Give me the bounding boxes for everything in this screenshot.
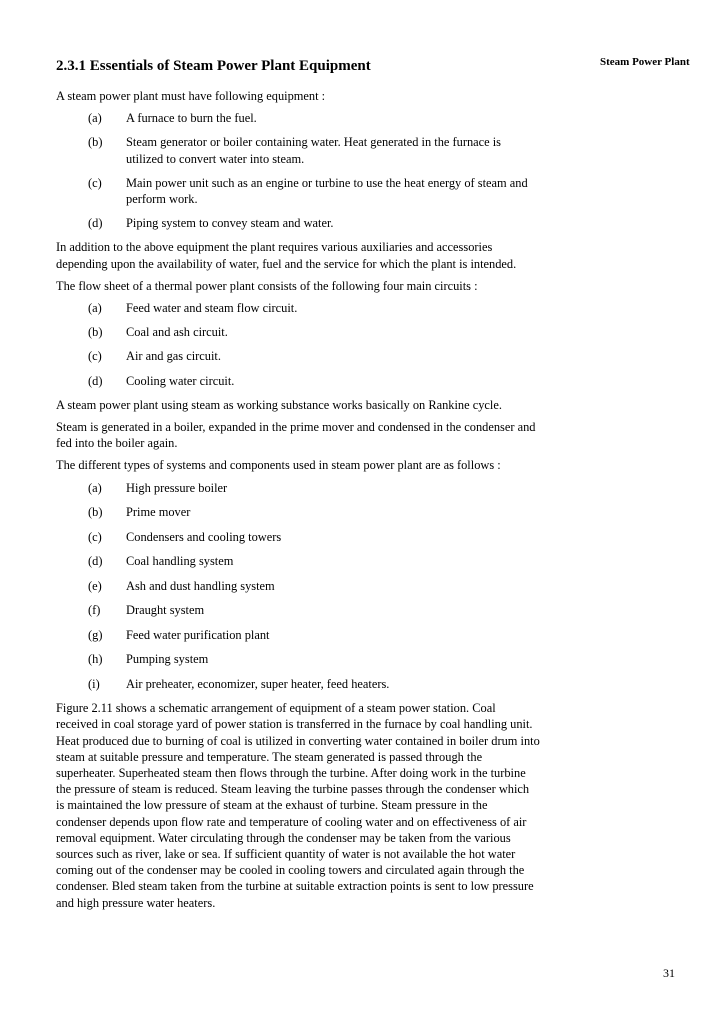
list-item-text: High pressure boiler bbox=[126, 480, 228, 495]
list-item bbox=[56, 215, 540, 231]
rankine-paragraph: A steam power plant using steam as working substance works basically on Rankine cycle. bbox=[56, 397, 502, 412]
list-item bbox=[56, 348, 540, 364]
section-title: 2.3.1 Essentials of Steam Power Plant Equipment bbox=[56, 58, 371, 74]
list-item bbox=[56, 602, 540, 618]
list-item-label: (i) bbox=[88, 676, 100, 691]
list-item-label: (f) bbox=[88, 603, 101, 618]
list-item-label: (a) bbox=[88, 111, 102, 126]
list-item bbox=[56, 553, 540, 569]
list-item bbox=[56, 480, 540, 496]
list-item-text: Air preheater, economizer, super heater, feed heaters. bbox=[126, 676, 390, 691]
list-item-label: (e) bbox=[88, 578, 102, 593]
list-item-text: Piping system to convey steam and water. bbox=[126, 216, 334, 231]
steam-paragraph: Steam is generated in a boiler, expanded in the prime mover and condensed in the condenser and fed into the boiler again. bbox=[56, 420, 536, 451]
list-item-text: Coal handling system bbox=[126, 554, 234, 569]
list-item-label: (c) bbox=[88, 175, 102, 190]
list-item bbox=[56, 578, 540, 594]
list-item bbox=[56, 110, 540, 126]
list-item-label: (b) bbox=[88, 325, 103, 340]
page-number: 31 bbox=[663, 966, 675, 980]
list-item-text: Feed water and steam flow circuit. bbox=[126, 301, 298, 316]
list-item-label: (d) bbox=[88, 554, 103, 569]
list-item bbox=[56, 676, 540, 692]
list-item-text: Draught system bbox=[126, 603, 205, 618]
list-item bbox=[56, 175, 540, 207]
list-item-text: Air and gas circuit. bbox=[126, 349, 221, 364]
page-body bbox=[56, 88, 540, 917]
list-item bbox=[56, 373, 540, 389]
list-item-label: (g) bbox=[88, 627, 103, 642]
list-item-label: (d) bbox=[88, 373, 103, 388]
list-item-text: Ash and dust handling system bbox=[126, 578, 275, 593]
list-item-label: (h) bbox=[88, 652, 103, 667]
figure-description-paragraph: Figure 2.11 shows a schematic arrangement of equipment of a steam power station. Coal received in coal storage yard of power station is transferred in the furnace by coal handling unit. Heat produced due to burning of coal is utilized in converting water contained in boiler drum into steam at suitable pressure and temperature. The steam generated is passed through the superheater. Superheated steam then flows through the turbine. After doing work in the turbine the pressure of steam is reduced. Steam leaving the turbine passes through the condenser which is maintained the low pressure of steam at the exhaust of turbine. Steam pressure in the condenser depends upon flow rate and temperature of cooling water and on effectiveness of air removal equipment. Water circulating through the condenser may be taken from the various sources such as river, lake or sea. If sufficient quantity of water is not available the hot water coming out of the condenser may be cooled in cooling towers and circulated again through the condenser. Bled steam taken from the turbine at suitable extraction points is sent to low pressure and high pressure water heaters. bbox=[56, 701, 540, 910]
list-item-text: Feed water purification plant bbox=[126, 627, 270, 642]
list-item-label: (a) bbox=[88, 480, 102, 495]
auxiliaries-paragraph: In addition to the above equipment the plant requires various auxiliaries and accessories depending upon the availability of water, fuel and the service for which the plant is intended. bbox=[56, 240, 517, 271]
list-item-label: (d) bbox=[88, 216, 103, 231]
equipment-list bbox=[56, 110, 540, 231]
list-item-text: Condensers and cooling towers bbox=[126, 529, 282, 544]
list-item bbox=[56, 324, 540, 340]
circuits-list bbox=[56, 300, 540, 389]
list-item-label: (c) bbox=[88, 529, 102, 544]
list-item-text: Prime mover bbox=[126, 505, 191, 520]
list-item bbox=[56, 134, 540, 166]
list-item-text: Main power unit such as an engine or turbine to use the heat energy of steam and perform work. bbox=[126, 175, 528, 207]
list-item bbox=[56, 651, 540, 667]
types-paragraph: The different types of systems and components used in steam power plant are as follows : bbox=[56, 458, 501, 473]
list-item-label: (a) bbox=[88, 301, 102, 316]
list-item-text: Pumping system bbox=[126, 652, 209, 667]
running-header: Steam Power Plant bbox=[600, 56, 690, 68]
list-item-label: (b) bbox=[88, 505, 103, 520]
flow-sheet-paragraph: The flow sheet of a thermal power plant consists of the following four main circuits : bbox=[56, 278, 478, 293]
list-item bbox=[56, 300, 540, 316]
systems-list bbox=[56, 480, 540, 692]
list-item bbox=[56, 504, 540, 520]
list-item-label: (b) bbox=[88, 135, 103, 150]
list-item bbox=[56, 627, 540, 643]
list-item bbox=[56, 529, 540, 545]
list-item-text: Cooling water circuit. bbox=[126, 373, 235, 388]
list-item-text: A furnace to burn the fuel. bbox=[126, 111, 257, 126]
intro-paragraph: A steam power plant must have following equipment : bbox=[56, 89, 326, 103]
list-item-text: Coal and ash circuit. bbox=[126, 325, 228, 340]
list-item-label: (c) bbox=[88, 349, 102, 364]
list-item-text: Steam generator or boiler containing water. Heat generated in the furnace is utilized to convert water into steam. bbox=[126, 135, 502, 166]
